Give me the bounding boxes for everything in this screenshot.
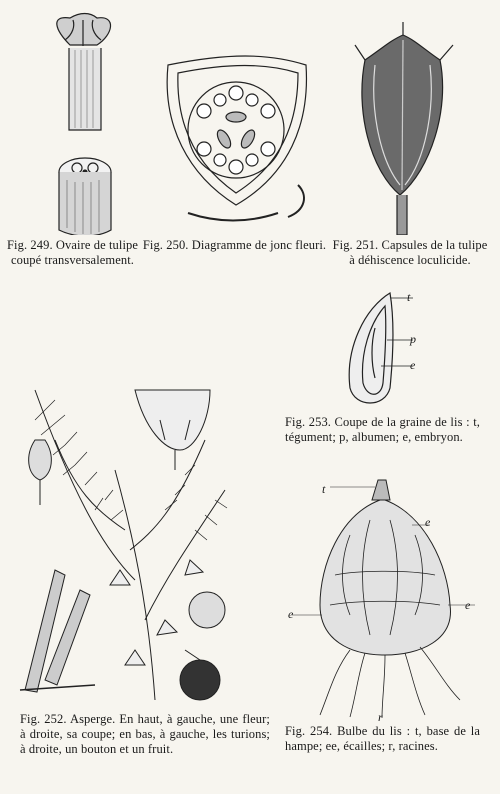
label-e2-254: e: [288, 607, 294, 621]
figure-251-caption: Fig. 251. Capsules de la tulipe à déhiscence loculicide.: [332, 238, 488, 267]
label-p-253: p: [410, 332, 416, 346]
label-t-253: t: [407, 290, 411, 304]
label-e3-254: e: [465, 598, 471, 612]
figure-253-illustration: [335, 288, 425, 413]
figure-254-illustration: [290, 475, 480, 720]
label-e-253: e: [410, 358, 416, 372]
label-e1-254: e: [425, 515, 431, 529]
figure-250-caption: Fig. 250. Diagramme de jonc fleuri.: [142, 238, 327, 252]
figure-252-caption: Fig. 252. Asperge. En haut, à gauche, une fleur; à droite, sa coupe; en bas, à gauche, les turions; à droite, un bouton et un fruit.: [20, 712, 270, 756]
label-t-254: t: [322, 482, 326, 496]
figure-251-illustration: [345, 20, 465, 235]
figure-249-illustration: [25, 10, 140, 235]
figure-254-caption: Fig. 254. Bulbe du lis : t, base de la hampe; ee, écailles; r, racines.: [285, 724, 480, 753]
figure-253-caption: Fig. 253. Coupe de la graine de lis : t, tégument; p, albumen; e, embryon.: [285, 415, 480, 444]
figure-252-illustration: [15, 380, 265, 710]
figure-250-diagram: [148, 45, 323, 235]
label-r-254: r: [378, 710, 383, 724]
figure-249-caption: Fig. 249. Ovaire de tulipe coupé transversalement.: [6, 238, 139, 267]
